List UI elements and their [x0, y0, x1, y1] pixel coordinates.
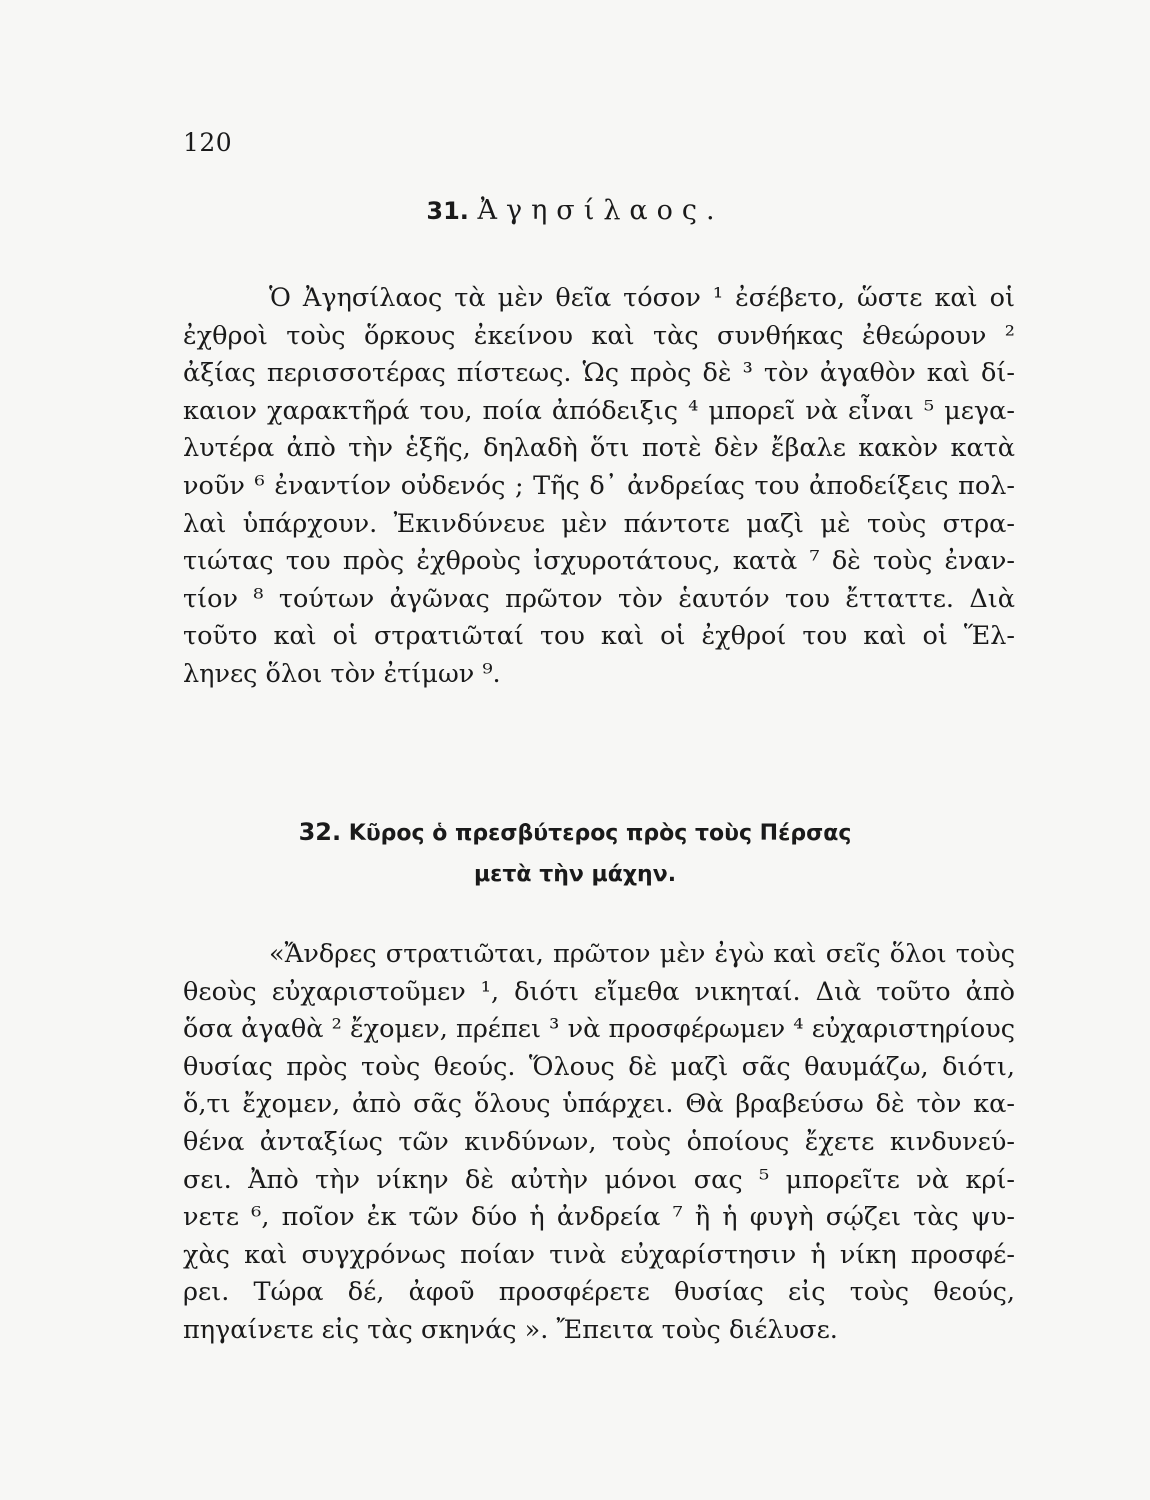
text-line: θυσίας πρὸς τοὺς θεούς. Ὅλους δὲ μαζὶ σᾶς θαυμάζω, διότι, [183, 1051, 1015, 1082]
text-line: ἀξίας περισσοτέρας πίστεως. Ὡς πρὸς δὲ ³ τὸν ἀγαθὸν καὶ δί- [183, 358, 1015, 389]
text-line: λαὶ ὑπάρχουν. Ἐκινδύνευε μὲν πάντοτε μαζὶ μὲ τοὺς στρα- [183, 508, 1015, 539]
text-line: «Ἄνδρες στρατιῶται, πρῶτον μὲν ἐγὼ καὶ σεῖς ὅλοι τοὺς [269, 939, 1015, 969]
text-line: τίον ⁸ τούτων ἀγῶνας πρῶτον τὸν ἑαυτόν του ἔτταττε. Διὰ [183, 583, 1015, 614]
text-line: καιον χαρακτῆρά του, ποία ἀπόδειξις ⁴ μπορεῖ νὰ εἶναι ⁵ μεγα- [183, 395, 1015, 426]
section-32-title-line2: μετὰ τὴν μάχην. [473, 862, 677, 887]
text-line: ὅ,τι ἔχομεν, ἀπὸ σᾶς ὅλους ὑπάρχει. Θὰ βραβεύσω δὲ τὸν κα- [183, 1089, 1015, 1120]
text-line: ρει. Τώρα δέ, ἀφοῦ προσφέρετε θυσίας εἰς τοὺς θεούς, [183, 1277, 1015, 1308]
section-32-number: 32. [298, 818, 342, 846]
text-line: ὅσα ἀγαθὰ ² ἔχομεν, πρέπει ³ νὰ προσφέρωμεν ⁴ εὐχαριστηρίους [183, 1014, 1015, 1045]
text-line: ληνες ὅλοι τὸν ἐτίμων ⁹. [183, 658, 501, 689]
section-31-heading [0, 195, 1150, 226]
section-31-number: 31. [426, 197, 469, 225]
text-line: θένα ἀνταξίως τῶν κινδύνων, τοὺς ὁποίους ἔχετε κινδυνεύ- [183, 1126, 1015, 1157]
section-31-title: Ἀγησίλαος. [477, 195, 724, 226]
text-line: νοῦν ⁶ ἐναντίον οὐδενός ; Τῆς δ᾽ ἀνδρείας του ἀποδείξεις πολ- [183, 470, 1015, 501]
text-line: τοῦτο καὶ οἱ στρατιῶταί του καὶ οἱ ἐχθροί του καὶ οἱ Ἕλ- [183, 621, 1015, 652]
section-32-body [183, 936, 1015, 1350]
text-line: πηγαίνετε εἰς τὰς σκηνάς ». Ἔπειτα τοὺς διέλυσε. [183, 1314, 838, 1345]
text-line: νετε ⁶, ποῖον ἐκ τῶν δύο ἡ ἀνδρεία ⁷ ἢ ἡ φυγὴ σῴζει τὰς ψυ- [183, 1202, 1015, 1233]
text-line: ἐχθροὶ τοὺς ὅρκους ἐκείνου καὶ τὰς συνθήκας ἐθεώρουν ² [183, 320, 1015, 351]
text-line: σει. Ἀπὸ τὴν νίκην δὲ αὐτὴν μόνοι σας ⁵ μπορεῖτε νὰ κρί- [183, 1164, 1015, 1195]
section-31-body [183, 280, 1015, 694]
page-number: 120 [183, 128, 233, 157]
section-32-title-line1: Κῦρος ὁ πρεσβύτερος πρὸς τοὺς Πέρσας [348, 821, 852, 846]
text-line: Ὁ Ἀγησίλαος τὰ μὲν θεῖα τόσον ¹ ἐσέβετο, ὥστε καὶ οἱ [269, 283, 1015, 313]
section-32-heading [0, 812, 1150, 895]
text-line: λυτέρα ἀπὸ τὴν ἑξῆς, δηλαδὴ ὅτι ποτὲ δὲν ἔβαλε κακὸν κατὰ [183, 433, 1015, 464]
text-line: χὰς καὶ συγχρόνως ποίαν τινὰ εὐχαρίστησιν ἡ νίκη προσφέ- [183, 1239, 1015, 1270]
text-line: θεοὺς εὐχαριστοῦμεν ¹, διότι εἴμεθα νικηταί. Διὰ τοῦτο ἀπὸ [183, 976, 1015, 1007]
text-line: τιώτας του πρὸς ἐχθροὺς ἰσχυροτάτους, κατὰ ⁷ δὲ τοὺς ἐναν- [183, 546, 1015, 577]
